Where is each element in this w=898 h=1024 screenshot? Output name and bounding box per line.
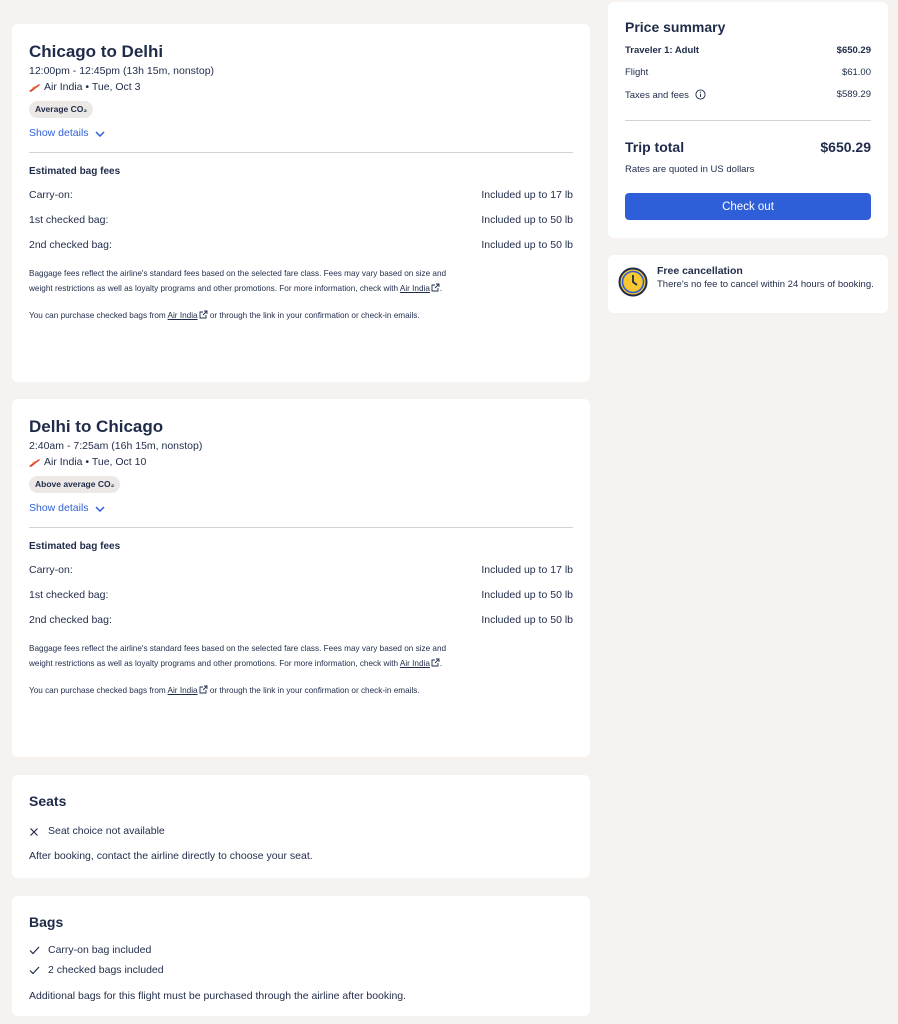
taxes-label: Taxes and fees xyxy=(625,90,689,101)
divider xyxy=(29,527,573,528)
bag-included-item xyxy=(29,944,573,957)
seat-note: After booking, contact the airline directly to choose your seat. xyxy=(29,850,313,862)
bag-fee-row xyxy=(29,589,573,602)
flight-card-return xyxy=(12,399,590,757)
external-link-icon xyxy=(431,283,443,293)
bag-fee-label: Carry-on: xyxy=(29,564,73,576)
divider xyxy=(29,152,573,153)
bag-fee-value: Included up to 17 lb xyxy=(481,189,573,201)
cancellation-text-block xyxy=(657,265,874,303)
checkmark-icon xyxy=(29,966,41,975)
rates-note: Rates are quoted in US dollars xyxy=(625,164,755,175)
checkmark-icon xyxy=(29,946,41,955)
bag-fee-row xyxy=(29,614,573,627)
air-india-logo-icon xyxy=(29,458,40,467)
bag-fee-label: 2nd checked bag: xyxy=(29,614,112,626)
external-link-icon xyxy=(199,310,208,319)
trip-total-price: $650.29 xyxy=(820,139,871,155)
bag-fees-heading: Estimated bag fees xyxy=(29,166,121,177)
co2-badge: Average CO₂ xyxy=(29,101,93,118)
disclaimer-suffix: . xyxy=(439,659,443,668)
disclaimer-text: Baggage fees reflect the airline's standard fees based on the selected fare class. Fees may vary based on size and weight restrictions as well as loyalty programs and other promotions. For more information, check with xyxy=(29,644,447,668)
price-summary-card xyxy=(608,2,888,238)
air-india-link[interactable]: Air India xyxy=(167,311,198,320)
flight-title: Delhi to Chicago xyxy=(29,417,164,436)
info-icon[interactable] xyxy=(695,89,706,100)
purchase-note xyxy=(29,683,449,698)
flight-times: 12:00pm - 12:45pm (13h 15m, nonstop) xyxy=(29,65,215,77)
bag-fee-label: Carry-on: xyxy=(29,189,73,201)
checkout-button[interactable]: Check out xyxy=(625,193,871,220)
bag-fee-row xyxy=(29,239,573,252)
seats-card xyxy=(12,775,590,878)
air-india-logo-icon xyxy=(29,83,40,92)
trip-total-label: Trip total xyxy=(625,139,685,155)
baggage-disclaimer xyxy=(29,266,449,296)
external-link-icon xyxy=(431,658,443,668)
seat-status-text: Seat choice not available xyxy=(48,825,165,837)
air-india-link[interactable]: Air India xyxy=(399,284,430,293)
air-india-link[interactable]: Air India xyxy=(167,686,198,695)
airline-info xyxy=(29,81,573,94)
clock-icon xyxy=(618,267,648,297)
taxes-row xyxy=(625,89,871,102)
bag-fee-label: 2nd checked bag: xyxy=(29,239,112,251)
purchase-text: You can purchase checked bags from xyxy=(29,311,168,320)
flight-price-row xyxy=(625,67,871,79)
bag-fee-value: Included up to 50 lb xyxy=(481,589,573,601)
bag-fee-row xyxy=(29,189,573,202)
chevron-down-icon xyxy=(95,131,105,137)
bag-included-text: 2 checked bags included xyxy=(48,964,164,976)
taxes-price: $589.29 xyxy=(836,89,871,100)
show-details-label: Show details xyxy=(29,502,89,514)
purchase-text: You can purchase checked bags from xyxy=(29,686,168,695)
bag-fee-value: Included up to 50 lb xyxy=(481,614,573,626)
purchase-suffix: or through the link in your confirmation or check-in emails. xyxy=(207,311,420,320)
air-india-link[interactable]: Air India xyxy=(399,659,430,668)
disclaimer-text: Baggage fees reflect the airline's standard fees based on the selected fare class. Fees may vary based on size and weight restrictions as well as loyalty programs and other promotions. For more information, check with xyxy=(29,269,447,293)
flight-times: 2:40am - 7:25am (16h 15m, nonstop) xyxy=(29,440,203,452)
purchase-note xyxy=(29,308,449,323)
traveler-row xyxy=(625,45,871,57)
bag-included-item xyxy=(29,964,573,977)
close-icon xyxy=(29,827,41,837)
cancellation-text: There's no fee to cancel within 24 hours of booking. xyxy=(657,279,874,290)
disclaimer-suffix: . xyxy=(439,284,443,293)
co2-badge: Above average CO₂ xyxy=(29,476,120,493)
show-details-link[interactable] xyxy=(29,502,573,515)
divider xyxy=(625,120,871,121)
bag-fee-label: 1st checked bag: xyxy=(29,589,109,601)
chevron-down-icon xyxy=(95,506,105,512)
external-link-icon xyxy=(199,685,208,694)
flight-title: Chicago to Delhi xyxy=(29,42,164,61)
trip-total-row xyxy=(625,139,871,156)
bags-note: Additional bags for this flight must be purchased through the airline after booking. xyxy=(29,990,407,1002)
flight-card-outbound xyxy=(12,24,590,382)
bag-fee-label: 1st checked bag: xyxy=(29,214,109,226)
bags-card xyxy=(12,896,590,1016)
airline-date: Air India • Tue, Oct 10 xyxy=(44,456,147,468)
purchase-suffix: or through the link in your confirmation or check-in emails. xyxy=(207,686,420,695)
baggage-disclaimer xyxy=(29,641,449,671)
airline-date: Air India • Tue, Oct 3 xyxy=(44,81,141,93)
traveler-price: $650.29 xyxy=(836,45,871,56)
free-cancellation-card xyxy=(608,255,888,313)
bag-fee-value: Included up to 50 lb xyxy=(481,239,573,251)
seat-status xyxy=(29,825,573,838)
bag-included-text: Carry-on bag included xyxy=(48,944,152,956)
flight-label: Flight xyxy=(625,67,649,78)
seats-title: Seats xyxy=(29,793,67,809)
airline-info xyxy=(29,456,573,469)
traveler-label: Traveler 1: Adult xyxy=(625,45,700,56)
bag-fee-value: Included up to 17 lb xyxy=(481,564,573,576)
price-summary-title: Price summary xyxy=(625,19,726,35)
show-details-label: Show details xyxy=(29,127,89,139)
bag-fee-row xyxy=(29,564,573,577)
bags-title: Bags xyxy=(29,914,64,930)
bag-fees-heading: Estimated bag fees xyxy=(29,541,121,552)
show-details-link[interactable] xyxy=(29,127,573,140)
cancellation-title: Free cancellation xyxy=(657,265,743,277)
bag-fee-value: Included up to 50 lb xyxy=(481,214,573,226)
flight-price: $61.00 xyxy=(841,67,871,78)
bag-fee-row xyxy=(29,214,573,227)
